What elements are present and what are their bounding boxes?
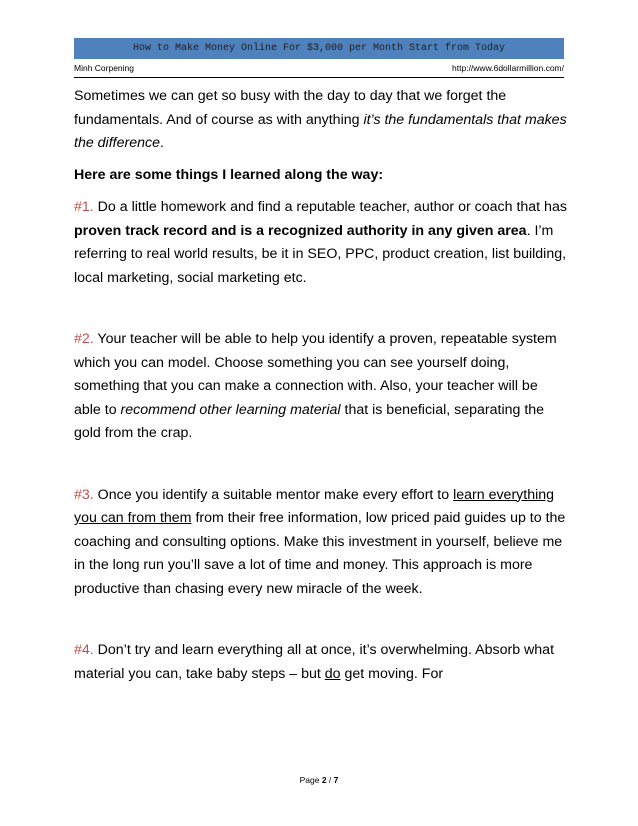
- page-current: 2: [321, 775, 327, 785]
- item-bold-text: proven track record and is a recognized authority in any given area: [74, 222, 527, 239]
- page-separator: /: [326, 775, 334, 785]
- document-body: [74, 85, 568, 686]
- intro-paragraph: [74, 85, 568, 156]
- header-url[interactable]: http://www.6dollarmillion.com/: [452, 63, 564, 73]
- page-total: 7: [333, 775, 339, 785]
- intro-emphasis: it’s the fundamentals that makes the difference: [74, 111, 567, 151]
- item-number: #4.: [74, 642, 94, 658]
- item-text: get moving. For: [340, 665, 444, 682]
- intro-end: .: [159, 135, 164, 151]
- item-text: Do a little homework and find a reputable teacher, author or coach that has: [93, 199, 567, 215]
- item-text: Don’t try and learn everything all at once, it’s overwhelming. Absorb what material you can, take baby steps – but: [74, 642, 555, 682]
- item-text: from their free information, low priced paid guides up to the coaching and consulting options. Make this investment in yourself, believe me in the long run you’ll save a lot of time and money. This approach is more productive than chasing every new miracle of the week.: [74, 510, 566, 597]
- lead-heading: Here are some things I learned along the way:: [74, 166, 384, 183]
- header-divider: [74, 77, 564, 78]
- intro-text: Sometimes we can get so busy with the day to day that we forget the fundamentals. And of course as with anything: [74, 88, 507, 128]
- header-author: Minh Corpening: [74, 63, 135, 73]
- header-title: How to Make Money Online For $3,000 per Month Start from Today: [132, 43, 506, 54]
- page-label: Page: [299, 775, 322, 785]
- item-underlined-text: learn everything you can from them: [74, 486, 555, 526]
- item-text: that is beneficial, separating the gold from the crap.: [74, 401, 545, 441]
- item-text: Once you identify a suitable mentor make every effort to: [93, 486, 454, 503]
- list-item-1: [74, 196, 568, 290]
- list-item-2: [74, 328, 568, 446]
- item-number: #1.: [74, 199, 94, 215]
- header-band: [74, 38, 564, 59]
- item-text: Your teacher will be able to help you identify a proven, repeatable system which you can model. Choose something you can see yourself doing, something that you can make a connection with. Also, your teacher will be able to: [74, 331, 557, 418]
- item-italic-text: recommend other learning material: [120, 401, 341, 418]
- item-text: . I’m referring to real world results, be it in SEO, PPC, product creation, list building, local marketing, social marketing etc.: [74, 222, 567, 286]
- item-number: #3.: [74, 486, 94, 503]
- header-meta: [74, 61, 564, 75]
- item-underlined-text: do: [324, 665, 341, 682]
- item-number: #2.: [74, 331, 94, 347]
- page-footer: [0, 775, 638, 785]
- list-item-4: [74, 639, 568, 686]
- list-item-3: [74, 484, 568, 602]
